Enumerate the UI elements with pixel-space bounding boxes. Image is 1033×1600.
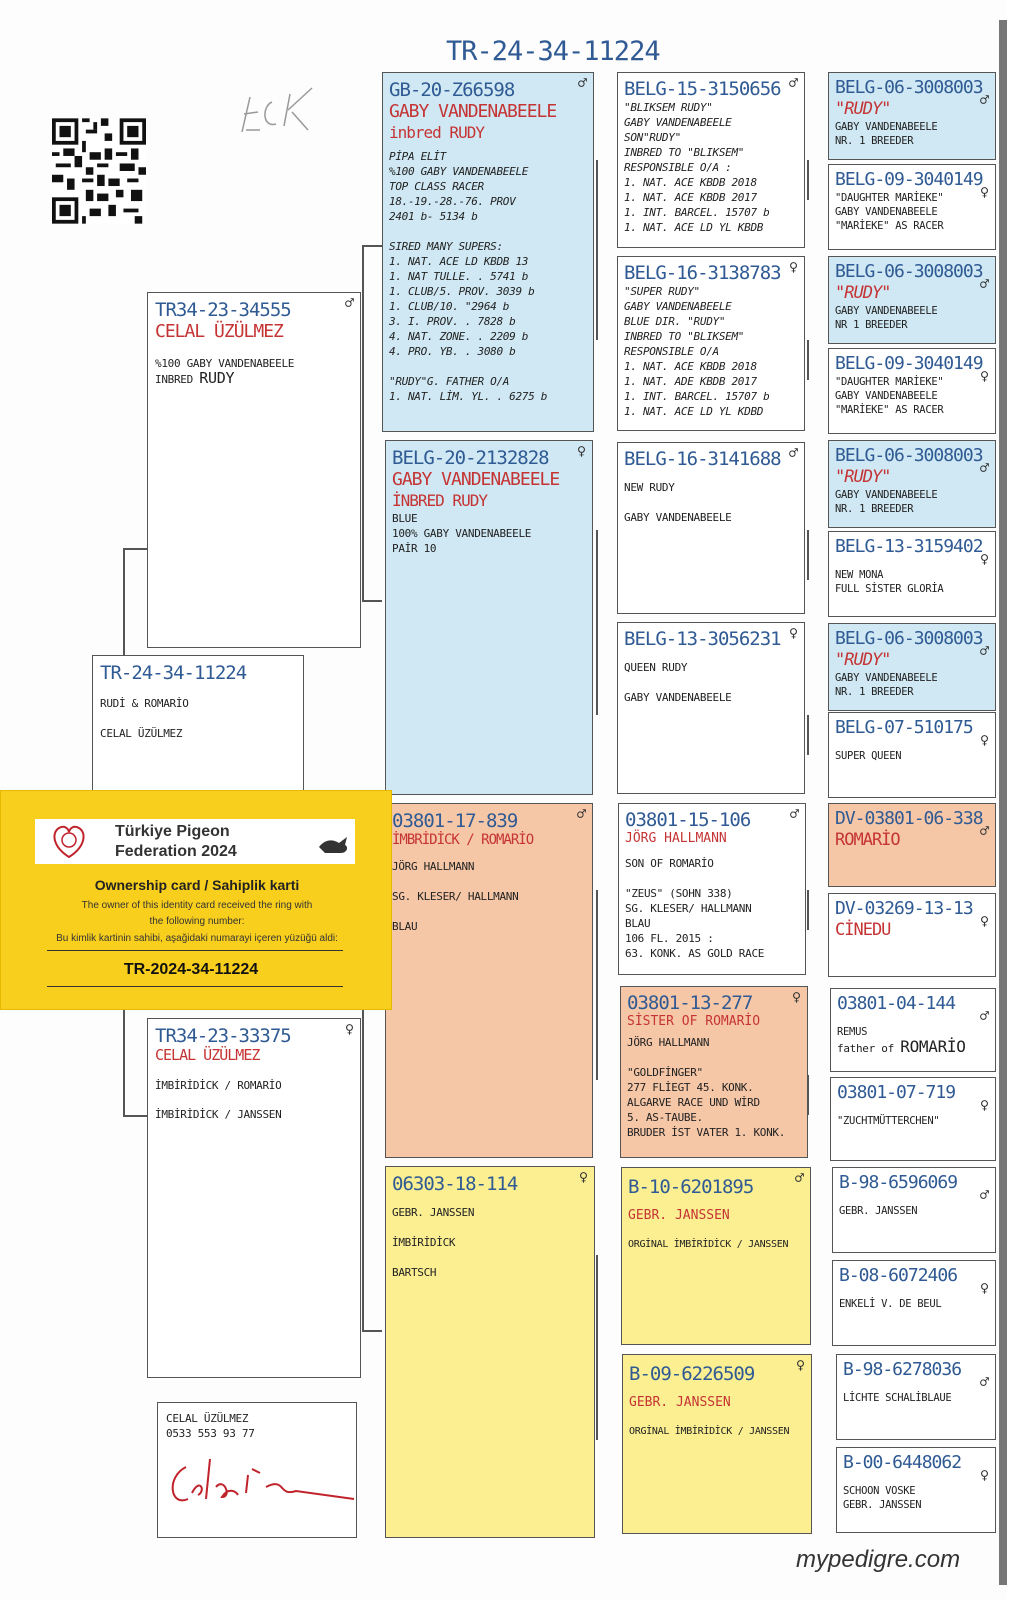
connector xyxy=(362,980,364,1330)
note-line: QUEEN RUDY xyxy=(624,661,688,674)
ancestor-ring-number: B-08-6072406 xyxy=(839,1265,958,1286)
note-line: FULL SİSTER GLORİA xyxy=(835,583,944,595)
card-text-tr: Bu kimlik kartinin sahibi, aşağidaki numarayi içeren yüzüğü aldi: xyxy=(56,933,338,944)
male-icon: ♂ xyxy=(979,642,989,660)
note-line: GABY VANDENABEELE xyxy=(624,300,732,313)
pedigree-title: TR-24-34-11224 xyxy=(446,36,660,67)
male-icon: ♂ xyxy=(576,805,586,823)
note-line: 106 FL. 2015 : xyxy=(625,932,714,945)
note-line: INBRED TO "BLIKSEM" xyxy=(624,330,745,343)
note-line: 1. NAT. LİM. YL. . 6275 b xyxy=(389,390,548,403)
sire-card xyxy=(147,292,361,648)
connector xyxy=(596,890,598,1080)
ancestor-ring-number: B-09-6226509 xyxy=(629,1363,755,1385)
card-rule xyxy=(47,950,343,951)
ancestor-ring-number: 03801-13-277 xyxy=(627,992,753,1014)
note-line: GABY VANDENABEELE xyxy=(835,390,938,402)
note-line: 5. AS-TAUBE. xyxy=(627,1111,703,1124)
ancestor-card xyxy=(618,803,806,975)
page-edge xyxy=(999,20,1007,1585)
card-header xyxy=(35,819,355,864)
note-line: BRUDER İST VATER 1. KONK. xyxy=(627,1126,786,1139)
ancestor-card-sire-sire xyxy=(382,72,594,432)
connector xyxy=(362,600,382,602)
ancestor-ring-number: BELG-15-3150656 xyxy=(624,78,781,100)
note-line: 4. PRO. YB. . 3080 b xyxy=(389,345,516,358)
bird-line-1: RUDİ & ROMARİO xyxy=(100,697,189,710)
ancestor-ring-number: 06303-18-114 xyxy=(392,1173,518,1195)
ancestor-ring-number: DV-03269-13-13 xyxy=(835,898,973,919)
ancestor-ring-number: BELG-20-2132828 xyxy=(392,447,549,469)
ancestor-notes xyxy=(392,1205,588,1280)
note-line: "RUDY"G. FATHER O/A xyxy=(389,375,510,388)
ancestor-card xyxy=(617,256,805,431)
ownership-card xyxy=(0,790,392,1010)
ancestor-ring-number: 03801-07-719 xyxy=(837,1082,956,1103)
female-icon: ♀ xyxy=(344,1020,354,1038)
ancestor-ring-number: B-98-6596069 xyxy=(839,1172,958,1193)
ancestor-card-dam-dam xyxy=(385,1166,595,1538)
note-line: ENKELİ V. DE BEUL xyxy=(839,1298,942,1310)
sire-ring-number: TR34-23-34555 xyxy=(155,299,291,321)
male-icon: ♂ xyxy=(979,822,989,840)
ancestor-card xyxy=(830,1077,996,1161)
male-icon: ♂ xyxy=(979,275,989,293)
ancestor-subtitle: İNBRED RUDY xyxy=(392,491,487,510)
note-line: NR. 1 BREEDER xyxy=(835,686,914,698)
note-line: 1. CLUB/5. PROV. 3039 b xyxy=(389,285,535,298)
note-line: GEBR. JANSSEN xyxy=(843,1499,922,1511)
note-line: "DAUGHTER MARİEKE" xyxy=(835,376,944,388)
bird-line-2: CELAL ÜZÜLMEZ xyxy=(100,727,183,740)
ancestor-card-dam-sire xyxy=(385,803,593,1158)
ancestor-name: "RUDY" xyxy=(835,650,891,670)
ancestor-notes xyxy=(392,511,586,556)
note-line: "MARİEKE" AS RACER xyxy=(835,404,944,416)
female-icon: ♀ xyxy=(979,731,989,749)
note-line: 63. KONK. AS GOLD RACE xyxy=(625,947,765,960)
card-org-line-2: Federation 2024 xyxy=(115,843,237,860)
note-line: NEW MONA xyxy=(835,569,884,581)
note-line: 1. NAT. ACE KBDB 2017 xyxy=(624,191,757,204)
note-line: GEBR. JANSSEN xyxy=(839,1205,918,1217)
note-line: SG. KLESER/ HALLMANN xyxy=(392,890,519,903)
ancestor-name: "RUDY" xyxy=(835,283,891,303)
ancestor-card xyxy=(830,988,996,1072)
note-line: "DAUGHTER MARİEKE" xyxy=(835,192,944,204)
ancestor-ring-number: 03801-04-144 xyxy=(837,993,956,1014)
note-line: GABY VANDENABEELE xyxy=(835,121,938,133)
ancestor-breeder: GABY VANDENABEELE xyxy=(389,101,557,122)
ancestor-breeder: GEBR. JANSSEN xyxy=(629,1395,731,1410)
connector xyxy=(807,715,809,755)
male-icon: ♂ xyxy=(788,444,798,462)
note-line: ORGİNAL İMBİRİDİCK / JANSSEN xyxy=(629,1426,790,1437)
page-margin xyxy=(1007,0,1033,1600)
note-line: "ZEUS" (SOHN 338) xyxy=(625,887,733,900)
ancestor-name: ROMARİO xyxy=(900,1037,966,1056)
note-line: ALGARVE RACE UND WİRD xyxy=(627,1096,760,1109)
male-icon: ♂ xyxy=(344,294,354,312)
male-icon: ♂ xyxy=(979,91,989,109)
bird-ring-number: TR-24-34-11224 xyxy=(100,662,247,684)
note-line xyxy=(837,1039,989,1056)
note-line: 1. NAT. ACE KBDB 2018 xyxy=(624,176,757,189)
note-line: BLAU xyxy=(392,920,418,933)
note-line xyxy=(392,1250,588,1265)
note-line: SON"RUDY" xyxy=(624,131,681,144)
note-line: RESPONSIBLE O/A xyxy=(624,345,719,358)
owner-card xyxy=(157,1402,357,1538)
connector xyxy=(362,245,364,600)
note-line: 277 FLİEGT 45. KONK. xyxy=(627,1081,754,1094)
note-line: SUPER QUEEN xyxy=(835,750,902,762)
connector xyxy=(807,530,809,580)
male-icon: ♂ xyxy=(788,74,798,92)
note-line: SCHOON VOSKE xyxy=(843,1485,916,1497)
ancestor-breeder: İMBRİDİCK / ROMARİO xyxy=(392,832,534,848)
ancestor-card xyxy=(620,986,808,1158)
female-icon: ♀ xyxy=(979,1279,989,1297)
note-line: PİPA ELİT xyxy=(389,150,446,163)
dam-ring-number: TR34-23-33375 xyxy=(155,1025,291,1047)
note-line: GABY VANDENABEELE xyxy=(624,511,732,524)
ancestor-subtitle: inbred RUDY xyxy=(389,123,484,142)
ancestor-card xyxy=(617,72,805,248)
handwritten-mark xyxy=(232,72,322,142)
ancestor-notes xyxy=(625,856,799,961)
note-line: 100% GABY VANDENABEELE xyxy=(392,527,532,540)
ancestor-card xyxy=(621,1167,811,1345)
bird-card xyxy=(92,655,304,795)
note-line: 1. NAT TULLE. . 5741 b xyxy=(389,270,529,283)
sire-owner-name: CELAL ÜZÜLMEZ xyxy=(155,321,283,342)
note-line: 1. NAT. ACE LD YL KDBD xyxy=(624,405,764,418)
note-line: GEBR. JANSSEN xyxy=(392,1206,475,1219)
ancestor-card xyxy=(836,1354,996,1440)
ancestor-name: "RUDY" xyxy=(835,99,891,119)
federation-logo-icon xyxy=(49,823,89,859)
ancestor-card xyxy=(828,164,996,250)
connector xyxy=(123,1010,125,1115)
ancestor-notes xyxy=(392,859,586,934)
ancestor-notes xyxy=(629,1424,805,1439)
ancestor-ring-number: BELG-06-3008003 xyxy=(835,445,983,466)
note-line xyxy=(392,874,586,889)
ancestor-card xyxy=(828,531,996,617)
note-line: NR 1 BREEDER xyxy=(835,319,908,331)
female-icon: ♀ xyxy=(979,1096,989,1114)
ancestor-ring-number: B-10-6201895 xyxy=(628,1176,754,1198)
card-ring-number: TR-2024-34-11224 xyxy=(123,961,259,978)
card-text-en-1: The owner of this identity card received the ring with xyxy=(81,900,313,911)
connector xyxy=(123,1115,148,1117)
ancestor-breeder: SİSTER OF ROMARİO xyxy=(627,1014,761,1029)
note-text: father of xyxy=(837,1042,901,1055)
note-line: INBRED TO "BLIKSEM" xyxy=(624,146,745,159)
ancestor-breeder: GABY VANDENABEELE xyxy=(392,469,560,490)
note-line: LİCHTE SCHALİBLAUE xyxy=(843,1392,952,1404)
ancestor-notes xyxy=(624,660,798,705)
connector xyxy=(807,340,809,380)
ancestor-card xyxy=(828,712,996,798)
ancestor-card xyxy=(617,622,805,794)
dam-line-2: İMBİRİDİCK / JANSSEN xyxy=(155,1108,282,1121)
connector xyxy=(596,530,598,715)
sire-line-2-name: RUDY xyxy=(199,369,235,387)
note-line xyxy=(625,871,799,886)
male-icon: ♂ xyxy=(979,459,989,477)
note-line: İMBİRİDİCK xyxy=(392,1236,456,1249)
note-line xyxy=(624,495,798,510)
note-line: 1. INT. BARCEL. 15707 b xyxy=(624,390,770,403)
note-line: 1. NAT. ACE LD YL KBDB xyxy=(624,221,764,234)
note-line: 1. NAT. ACE LD KBDB 13 xyxy=(389,255,529,268)
ancestor-card xyxy=(828,803,996,887)
note-line xyxy=(389,224,587,239)
owner-signature xyxy=(166,1447,356,1517)
note-line: "MARİEKE" AS RACER xyxy=(835,220,944,232)
sire-line-1: %100 GABY VANDENABEELE xyxy=(155,357,295,370)
note-line: TOP CLASS RACER xyxy=(389,180,484,193)
note-line: RESPONSIBLE O/A : xyxy=(624,161,732,174)
ancestor-notes xyxy=(624,100,798,235)
note-line: "GOLDFİNGER" xyxy=(627,1066,703,1079)
male-icon: ♂ xyxy=(979,1186,989,1204)
note-line: "BLIKSEM RUDY" xyxy=(624,101,713,114)
note-line: NR. 1 BREEDER xyxy=(835,135,914,147)
ancestor-card xyxy=(836,1447,996,1533)
ancestor-card xyxy=(832,1260,996,1346)
note-line: BLUE DIR. "RUDY" xyxy=(624,315,726,328)
connector xyxy=(362,1330,382,1332)
card-rule xyxy=(47,986,343,987)
female-icon: ♀ xyxy=(979,183,989,201)
ancestor-card-sire-dam xyxy=(385,440,593,795)
footer-watermark: mypedigre.com xyxy=(796,1546,961,1573)
note-line: ORGİNAL İMBİRİDİCK / JANSSEN xyxy=(628,1239,789,1250)
male-icon: ♂ xyxy=(789,805,799,823)
ancestor-notes xyxy=(624,480,798,525)
ancestor-ring-number: BELG-13-3056231 xyxy=(624,628,781,650)
ancestor-ring-number: BELG-16-3141688 xyxy=(624,448,781,470)
note-line xyxy=(624,675,798,690)
ancestor-ring-number: GB-20-Z66598 xyxy=(389,79,515,101)
female-icon: ♀ xyxy=(578,1168,588,1186)
ancestor-name: "RUDY" xyxy=(835,467,891,487)
card-text-en-2: the following number: xyxy=(149,916,245,927)
note-line: %100 GABY VANDENABEELE xyxy=(389,165,529,178)
ancestor-notes xyxy=(389,149,587,404)
ancestor-notes xyxy=(628,1237,804,1252)
female-icon: ♀ xyxy=(979,550,989,568)
note-line: SIRED MANY SUPERS: xyxy=(389,240,503,253)
connector xyxy=(596,160,598,340)
ancestor-breeder: JÖRG HALLMANN xyxy=(625,831,727,846)
sire-line-2: INBRED xyxy=(155,373,193,386)
female-icon: ♀ xyxy=(795,1356,805,1374)
female-icon: ♀ xyxy=(788,624,798,642)
note-line xyxy=(389,359,587,374)
note-line xyxy=(392,904,586,919)
note-line: JÖRG HALLMANN xyxy=(627,1036,710,1049)
ancestor-ring-number: BELG-09-3040149 xyxy=(835,353,983,374)
note-line: 1. CLUB/10. "2964 b xyxy=(389,300,510,313)
card-org-line-1: Türkiye Pigeon xyxy=(115,823,230,840)
ancestor-ring-number: B-98-6278036 xyxy=(843,1359,962,1380)
ancestor-card xyxy=(828,623,996,711)
note-line: "SUPER RUDY" xyxy=(624,285,700,298)
note-line: BLAU xyxy=(625,917,651,930)
ancestor-card xyxy=(622,1354,812,1534)
male-icon: ♂ xyxy=(577,74,587,92)
ancestor-ring-number: BELG-13-3159402 xyxy=(835,536,983,557)
note-line xyxy=(627,1050,801,1065)
ancestor-ring-number: B-00-6448062 xyxy=(843,1452,962,1473)
note-line: 3. I. PROV. . 7828 b xyxy=(389,315,516,328)
note-line: GABY VANDENABEELE xyxy=(624,116,732,129)
ancestor-ring-number: BELG-06-3008003 xyxy=(835,628,983,649)
owner-name: CELAL ÜZÜLMEZ xyxy=(166,1412,249,1425)
note-line: SG. KLESER/ HALLMANN xyxy=(625,902,752,915)
qr-code xyxy=(52,118,146,224)
ancestor-ring-number: BELG-16-3138783 xyxy=(624,262,781,284)
dam-owner-name: CELAL ÜZÜLMEZ xyxy=(155,1046,260,1064)
note-line: "ZUCHTMÜTTERCHEN" xyxy=(837,1115,940,1127)
ancestor-card xyxy=(828,440,996,528)
note-line: GABY VANDENABEELE xyxy=(835,489,938,501)
note-line: GABY VANDENABEELE xyxy=(624,691,732,704)
connector xyxy=(596,1255,598,1440)
note-line: SON OF ROMARİO xyxy=(625,857,714,870)
ancestor-ring-number: BELG-06-3008003 xyxy=(835,77,983,98)
connector xyxy=(807,890,809,930)
connector xyxy=(807,160,809,200)
dam-line-1: İMBİRİDİCK / ROMARİO xyxy=(155,1079,282,1092)
ancestor-card xyxy=(828,256,996,344)
ancestor-notes xyxy=(627,1035,801,1140)
note-line: JÖRG HALLMANN xyxy=(392,860,475,873)
connector xyxy=(362,245,382,247)
ancestor-breeder: GEBR. JANSSEN xyxy=(628,1208,730,1223)
female-icon: ♀ xyxy=(791,988,801,1006)
note-line xyxy=(392,1220,588,1235)
female-icon: ♀ xyxy=(979,912,989,930)
ancestor-ring-number: DV-03801-06-338 xyxy=(835,808,983,829)
ancestor-ring-number: BELG-06-3008003 xyxy=(835,261,983,282)
note-line: 1. INT. BARCEL. 15707 b xyxy=(624,206,770,219)
ancestor-ring-number: BELG-09-3040149 xyxy=(835,169,983,190)
ancestor-ring-number: 03801-15-106 xyxy=(625,809,751,831)
female-icon: ♀ xyxy=(979,1466,989,1484)
ancestor-notes xyxy=(624,284,798,419)
note-line: 1. NAT. ACE KBDB 2018 xyxy=(624,360,757,373)
ancestor-card xyxy=(832,1167,996,1253)
note-line: 4. NAT. ZONE. . 2209 b xyxy=(389,330,529,343)
note-line: 1. NAT. ADE KBDB 2017 xyxy=(624,375,757,388)
note-line: 2401 b- 5134 b xyxy=(389,210,478,223)
ancestor-ring-number: BELG-07-510175 xyxy=(835,717,973,738)
note-line: PAİR 10 xyxy=(392,542,437,555)
female-icon: ♀ xyxy=(788,258,798,276)
note-line: BLUE xyxy=(392,512,418,525)
connector xyxy=(123,548,125,658)
note-line: NEW RUDY xyxy=(624,481,675,494)
connector xyxy=(123,548,148,550)
ancestor-card xyxy=(828,893,996,977)
note-line: GABY VANDENABEELE xyxy=(835,672,938,684)
ancestor-ring-number: 03801-17-839 xyxy=(392,810,518,832)
note-line: 18.-19.-28.-76. PROV xyxy=(389,195,516,208)
male-icon: ♂ xyxy=(794,1169,804,1187)
note-line: GABY VANDENABEELE xyxy=(835,206,938,218)
note-line: BARTSCH xyxy=(392,1266,437,1279)
ancestor-name: ROMARİO xyxy=(835,830,900,850)
note-line: NR. 1 BREEDER xyxy=(835,503,914,515)
dam-card xyxy=(147,1018,361,1378)
card-title: Ownership card / Sahiplik karti xyxy=(94,877,300,893)
owner-phone: 0533 553 93 77 xyxy=(166,1427,255,1440)
female-icon: ♀ xyxy=(979,367,989,385)
note-line: REMUS xyxy=(837,1026,868,1038)
male-icon: ♂ xyxy=(979,1007,989,1025)
note-line: GABY VANDENABEELE xyxy=(835,305,938,317)
ancestor-card xyxy=(828,348,996,434)
ancestor-card xyxy=(828,72,996,160)
pigeon-icon xyxy=(317,833,351,857)
female-icon: ♀ xyxy=(576,442,586,460)
ancestor-name: CİNEDU xyxy=(835,920,891,940)
ancestor-card xyxy=(617,442,805,614)
male-icon: ♂ xyxy=(979,1373,989,1391)
